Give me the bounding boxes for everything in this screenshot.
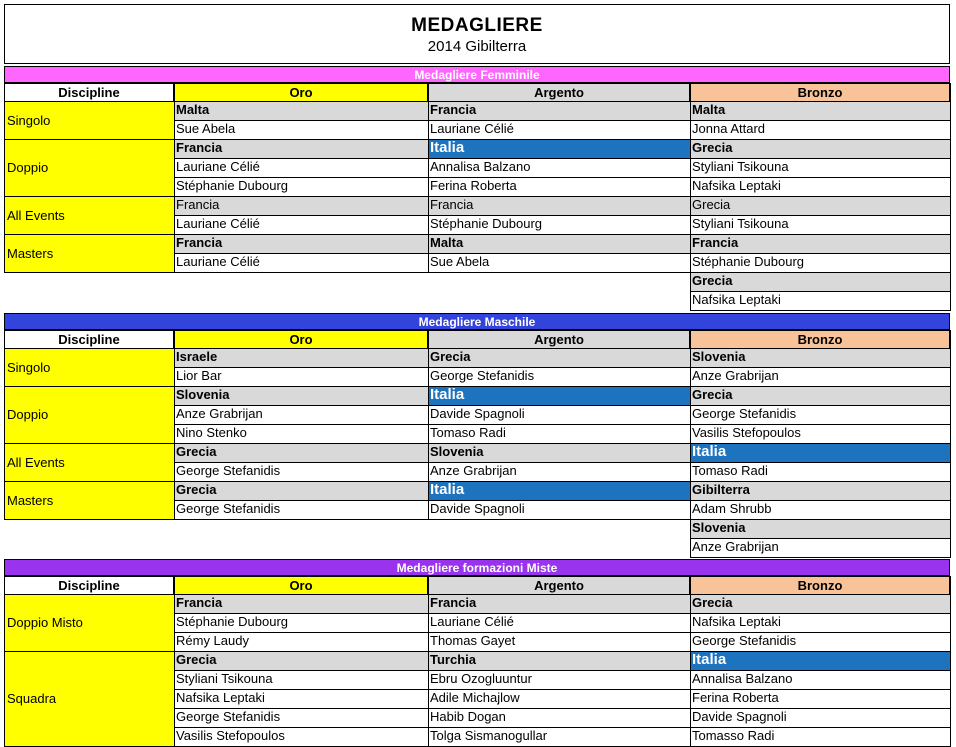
country-cell: Malta <box>690 102 950 121</box>
country-cell-italia: Italia <box>428 482 690 501</box>
grid-line <box>174 330 175 520</box>
country-cell-italia: Italia <box>428 140 690 159</box>
athlete-name-cell: Thomas Gayet <box>428 633 690 652</box>
athlete-name-cell: Anze Grabrijan <box>690 539 950 558</box>
athlete-name-cell: George Stefanidis <box>690 633 950 652</box>
section-title-bar: Medagliere formazioni Miste <box>4 559 950 576</box>
discipline-cell: Doppio <box>4 140 174 197</box>
discipline-cell: Singolo <box>4 102 174 140</box>
country-cell: Israele <box>174 349 428 368</box>
grid-line <box>950 83 951 311</box>
section-title-bar: Medagliere Femminile <box>4 66 950 83</box>
discipline-cell: Squadra <box>4 652 174 747</box>
athlete-name-cell: Lauriane Célié <box>428 614 690 633</box>
country-cell: Malta <box>428 235 690 254</box>
discipline-cell: Doppio <box>4 387 174 444</box>
athlete-name-cell: Stéphanie Dubourg <box>174 614 428 633</box>
athlete-name-cell: Sue Abela <box>174 121 428 140</box>
athlete-name-cell: Stéphanie Dubourg <box>174 178 428 197</box>
column-header-bronze: Bronzo <box>690 83 950 102</box>
discipline-cell: Doppio Misto <box>4 595 174 652</box>
country-cell: Grecia <box>174 444 428 463</box>
athlete-name-cell: George Stefanidis <box>690 406 950 425</box>
discipline-cell: Singolo <box>4 349 174 387</box>
athlete-name-cell: Styliani Tsikouna <box>690 216 950 235</box>
athlete-name-cell: Lauriane Célié <box>428 121 690 140</box>
country-cell: Grecia <box>174 482 428 501</box>
column-header-silver: Argento <box>428 83 690 102</box>
column-header-gold: Oro <box>174 330 428 349</box>
grid-line <box>428 330 429 520</box>
athlete-name-cell: Ferina Roberta <box>690 690 950 709</box>
country-cell: Grecia <box>690 140 950 159</box>
discipline-cell: All Events <box>4 444 174 482</box>
column-header-gold: Oro <box>174 83 428 102</box>
grid-line <box>174 576 175 747</box>
country-cell-italia: Italia <box>690 444 950 463</box>
country-cell: Malta <box>174 102 428 121</box>
athlete-name-cell: Davide Spagnoli <box>428 501 690 520</box>
athlete-name-cell: Jonna Attard <box>690 121 950 140</box>
country-cell: Francia <box>174 595 428 614</box>
athlete-name-cell: Tomasso Radi <box>690 728 950 747</box>
athlete-name-cell: Ferina Roberta <box>428 178 690 197</box>
grid-line <box>950 330 951 558</box>
athlete-name-cell: Anze Grabrijan <box>174 406 428 425</box>
column-header-gold: Oro <box>174 576 428 595</box>
column-header-discipline: Discipline <box>4 83 174 102</box>
country-cell: Francia <box>174 235 428 254</box>
athlete-name-cell: Stéphanie Dubourg <box>428 216 690 235</box>
grid-line <box>690 330 691 520</box>
country-cell: Gibilterra <box>690 482 950 501</box>
athlete-name-cell: Tomaso Radi <box>690 463 950 482</box>
athlete-name-cell: Styliani Tsikouna <box>174 671 428 690</box>
athlete-name-cell: Tomaso Radi <box>428 425 690 444</box>
athlete-name-cell: Rémy Laudy <box>174 633 428 652</box>
athlete-name-cell: Adile Michajlow <box>428 690 690 709</box>
athlete-name-cell: Ebru Ozogluuntur <box>428 671 690 690</box>
athlete-name-cell: George Stefanidis <box>174 463 428 482</box>
column-header-discipline: Discipline <box>4 330 174 349</box>
athlete-name-cell: Davide Spagnoli <box>690 709 950 728</box>
page-title: MEDAGLIERE <box>411 15 543 36</box>
country-cell: Francia <box>428 595 690 614</box>
athlete-name-cell: Nafsika Leptaki <box>174 690 428 709</box>
athlete-name-cell: Stéphanie Dubourg <box>690 254 950 273</box>
section-title-bar: Medagliere Maschile <box>4 313 950 330</box>
column-header-silver: Argento <box>428 330 690 349</box>
athlete-name-cell: Tolga Sismanogullar <box>428 728 690 747</box>
country-cell: Slovenia <box>690 349 950 368</box>
column-header-silver: Argento <box>428 576 690 595</box>
athlete-name-cell: Annalisa Balzano <box>428 159 690 178</box>
athlete-name-cell: Sue Abela <box>428 254 690 273</box>
country-cell: Francia <box>428 102 690 121</box>
country-cell: Francia <box>174 140 428 159</box>
grid-line <box>690 576 691 747</box>
athlete-name-cell: Lauriane Célié <box>174 216 428 235</box>
athlete-name-cell: George Stefanidis <box>174 709 428 728</box>
grid-line <box>4 330 5 520</box>
athlete-name-cell: Lior Bar <box>174 368 428 387</box>
athlete-name-cell: Nino Stenko <box>174 425 428 444</box>
athlete-name-cell: Anze Grabrijan <box>428 463 690 482</box>
country-cell-italia: Italia <box>428 387 690 406</box>
country-cell: Slovenia <box>174 387 428 406</box>
country-cell: Grecia <box>428 349 690 368</box>
discipline-cell: Masters <box>4 235 174 273</box>
athlete-name-cell: Habib Dogan <box>428 709 690 728</box>
country-cell: Grecia <box>690 197 950 216</box>
column-header-bronze: Bronzo <box>690 330 950 349</box>
country-cell: Francia <box>690 235 950 254</box>
grid-line <box>428 83 429 273</box>
athlete-name-cell: Styliani Tsikouna <box>690 159 950 178</box>
country-cell: Grecia <box>690 595 950 614</box>
athlete-name-cell: Nafsika Leptaki <box>690 292 950 311</box>
athlete-name-cell: Nafsika Leptaki <box>690 178 950 197</box>
athlete-name-cell: Anze Grabrijan <box>690 368 950 387</box>
country-cell: Slovenia <box>428 444 690 463</box>
grid-line <box>690 83 691 273</box>
athlete-name-cell: Vasilis Stefopoulos <box>690 425 950 444</box>
athlete-name-cell: Nafsika Leptaki <box>690 614 950 633</box>
country-cell: Turchia <box>428 652 690 671</box>
athlete-name-cell: Vasilis Stefopoulos <box>174 728 428 747</box>
page-subtitle: 2014 Gibilterra <box>427 38 527 55</box>
athlete-name-cell: George Stefanidis <box>428 368 690 387</box>
country-cell: Grecia <box>174 652 428 671</box>
country-cell: Grecia <box>690 387 950 406</box>
grid-line <box>4 576 5 747</box>
athlete-name-cell: Lauriane Célié <box>174 159 428 178</box>
athlete-name-cell: Davide Spagnoli <box>428 406 690 425</box>
discipline-cell: Masters <box>4 482 174 520</box>
header-box <box>4 4 950 64</box>
grid-line <box>4 83 5 273</box>
column-header-bronze: Bronzo <box>690 576 950 595</box>
country-cell: Francia <box>174 197 428 216</box>
grid-line <box>174 83 175 273</box>
grid-line <box>428 576 429 747</box>
grid-line <box>690 273 691 311</box>
athlete-name-cell: Adam Shrubb <box>690 501 950 520</box>
country-cell: Slovenia <box>690 520 950 539</box>
country-cell: Grecia <box>690 273 950 292</box>
grid-line <box>690 520 691 558</box>
grid-line <box>950 576 951 747</box>
country-cell-italia: Italia <box>690 652 950 671</box>
country-cell: Francia <box>428 197 690 216</box>
column-header-discipline: Discipline <box>4 576 174 595</box>
athlete-name-cell: Annalisa Balzano <box>690 671 950 690</box>
athlete-name-cell: Lauriane Célié <box>174 254 428 273</box>
athlete-name-cell: George Stefanidis <box>174 501 428 520</box>
discipline-cell: All Events <box>4 197 174 235</box>
